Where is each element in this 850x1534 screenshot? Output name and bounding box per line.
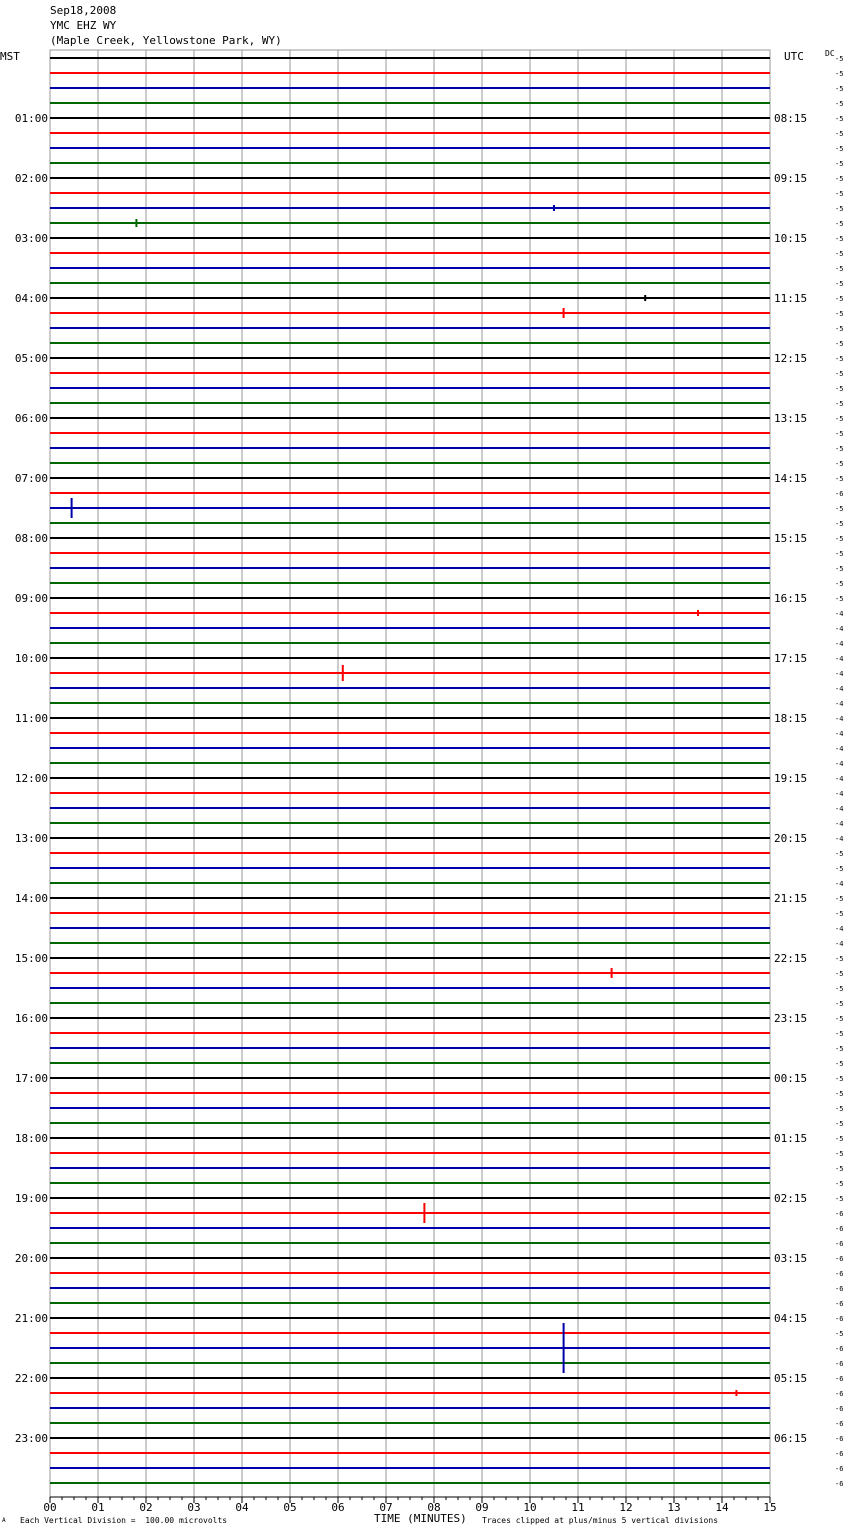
x-axis-title: TIME (MINUTES) (374, 1512, 467, 1525)
dc-offset-label: -6 (835, 1390, 844, 1398)
x-tick-label: 12 (619, 1501, 633, 1514)
x-tick-label: 02 (139, 1501, 153, 1514)
x-tick-label: 14 (715, 1501, 729, 1514)
utc-hour-label: 14:15 (774, 472, 808, 485)
x-tick-label: 08 (427, 1501, 441, 1514)
mst-hour-label: 14:00 (14, 892, 48, 905)
dc-offset-label: -5 (835, 445, 844, 453)
mst-hour-label: 08:00 (14, 532, 48, 545)
dc-offset-label: -5 (835, 1045, 844, 1053)
utc-hour-label: 16:15 (774, 592, 808, 605)
dc-offset-label: -5 (835, 1330, 844, 1338)
mst-hour-label: 20:00 (14, 1252, 48, 1265)
dc-offset-label: -4 (835, 640, 844, 648)
dc-offset-label: -5 (835, 265, 844, 273)
mst-hour-label: 05:00 (14, 352, 48, 365)
dc-offset-label: -5 (835, 460, 844, 468)
utc-hour-label: 23:15 (774, 1012, 808, 1025)
dc-offset-label: -4 (835, 925, 844, 933)
dc-offset-label: -6 (835, 490, 844, 498)
dc-offset-label: -5 (835, 580, 844, 588)
mst-hour-label: 11:00 (14, 712, 48, 725)
dc-offset-label: -5 (835, 505, 844, 513)
dc-offset-label: -6 (835, 1315, 844, 1323)
dc-offset-label: -5 (835, 115, 844, 123)
x-tick-label: 10 (523, 1501, 537, 1514)
mst-hour-label: 23:00 (14, 1432, 48, 1445)
x-tick-label: 06 (331, 1501, 345, 1514)
mst-hour-label: 17:00 (14, 1072, 48, 1085)
dc-offset-title: DC (825, 49, 835, 58)
x-tick-label: 05 (283, 1501, 297, 1514)
mst-hour-label: 13:00 (14, 832, 48, 845)
dc-offset-label: -5 (835, 370, 844, 378)
dc-offset-label: -6 (835, 1375, 844, 1383)
dc-offset-label: -5 (835, 85, 844, 93)
dc-offset-label: -5 (835, 235, 844, 243)
dc-offset-label: -5 (835, 1135, 844, 1143)
dc-offset-label: -5 (835, 595, 844, 603)
dc-offset-label: -5 (835, 55, 844, 63)
x-tick-label: 15 (763, 1501, 777, 1514)
dc-offset-label: -4 (835, 760, 844, 768)
mst-hour-label: 09:00 (14, 592, 48, 605)
dc-offset-label: -4 (835, 685, 844, 693)
dc-offset-label: -4 (835, 655, 844, 663)
dc-offset-label: -5 (835, 475, 844, 483)
utc-hour-label: 02:15 (774, 1192, 808, 1205)
mst-hour-label: 22:00 (14, 1372, 48, 1385)
plot-date: Sep18,2008 (50, 4, 117, 17)
utc-hour-label: 13:15 (774, 412, 808, 425)
dc-offset-label: -6 (835, 1405, 844, 1413)
dc-offset-label: -6 (835, 1300, 844, 1308)
mst-hour-label: 04:00 (14, 292, 48, 305)
mst-hour-label: 02:00 (14, 172, 48, 185)
utc-hour-label: 01:15 (774, 1132, 808, 1145)
utc-hour-label: 17:15 (774, 652, 808, 665)
dc-offset-label: -5 (835, 385, 844, 393)
dc-offset-label: -5 (835, 520, 844, 528)
dc-offset-label: -5 (835, 985, 844, 993)
station-code: YMC EHZ WY (50, 19, 117, 32)
mst-hour-label: 12:00 (14, 772, 48, 785)
utc-hour-label: 08:15 (774, 112, 808, 125)
corner-mark: A (2, 1517, 6, 1524)
dc-offset-label: -5 (835, 955, 844, 963)
dc-offset-label: -5 (835, 100, 844, 108)
dc-offset-label: -4 (835, 820, 844, 828)
dc-offset-label: -4 (835, 670, 844, 678)
mst-hour-labels (15, 112, 48, 1445)
mst-hour-label: 15:00 (14, 952, 48, 965)
dc-offset-label: -5 (835, 1060, 844, 1068)
dc-offset-label: -4 (835, 880, 844, 888)
dc-offset-label: -6 (835, 1465, 844, 1473)
dc-offset-label: -6 (835, 1270, 844, 1278)
dc-offset-label: -5 (835, 280, 844, 288)
utc-hour-label: 20:15 (774, 832, 808, 845)
dc-offset-label: -5 (835, 1090, 844, 1098)
dc-offset-label: -5 (835, 340, 844, 348)
dc-offset-labels (835, 55, 843, 1488)
dc-offset-label: -5 (835, 850, 844, 858)
scale-note: Each Vertical Division = 100.00 microvolts (20, 1516, 228, 1525)
trace-lines (50, 58, 770, 1483)
dc-offset-label: -4 (835, 805, 844, 813)
dc-offset-label: -5 (835, 1000, 844, 1008)
dc-offset-label: -4 (835, 730, 844, 738)
dc-offset-label: -6 (835, 1225, 844, 1233)
clip-note: Traces clipped at plus/minus 5 vertical divisions (482, 1516, 719, 1525)
mst-hour-label: 10:00 (14, 652, 48, 665)
dc-offset-label: -5 (835, 70, 844, 78)
dc-offset-label: -4 (835, 790, 844, 798)
dc-offset-label: -5 (835, 1030, 844, 1038)
dc-offset-label: -5 (835, 1165, 844, 1173)
utc-hour-label: 10:15 (774, 232, 808, 245)
mst-hour-label: 07:00 (14, 472, 48, 485)
dc-offset-label: -5 (835, 910, 844, 918)
dc-offset-label: -6 (835, 1435, 844, 1443)
dc-offset-label: -6 (835, 1240, 844, 1248)
station-location: (Maple Creek, Yellowstone Park, WY) (50, 34, 282, 47)
dc-offset-label: -4 (835, 700, 844, 708)
dc-offset-label: -5 (835, 175, 844, 183)
dc-offset-label: -5 (835, 205, 844, 213)
utc-hour-label: 15:15 (774, 532, 808, 545)
dc-offset-label: -6 (835, 1345, 844, 1353)
utc-hour-label: 00:15 (774, 1072, 808, 1085)
dc-offset-label: -5 (835, 130, 844, 138)
dc-offset-label: -4 (835, 745, 844, 753)
dc-offset-label: -5 (835, 325, 844, 333)
mst-hour-label: 03:00 (14, 232, 48, 245)
dc-offset-label: -5 (835, 310, 844, 318)
x-tick-label: 03 (187, 1501, 201, 1514)
dc-offset-label: -5 (835, 160, 844, 168)
dc-offset-label: -5 (835, 400, 844, 408)
utc-hour-label: 12:15 (774, 352, 808, 365)
utc-hour-label: 03:15 (774, 1252, 808, 1265)
dc-offset-label: -4 (835, 610, 844, 618)
mst-hour-label: 06:00 (14, 412, 48, 425)
dc-offset-label: -6 (835, 1420, 844, 1428)
utc-hour-label: 05:15 (774, 1372, 808, 1385)
dc-offset-label: -5 (835, 535, 844, 543)
utc-hour-label: 11:15 (774, 292, 808, 305)
utc-hour-label: 22:15 (774, 952, 808, 965)
mst-hour-label: 21:00 (14, 1312, 48, 1325)
dc-offset-label: -5 (835, 1105, 844, 1113)
utc-hour-label: 04:15 (774, 1312, 808, 1325)
dc-offset-label: -4 (835, 715, 844, 723)
event-marks (72, 205, 737, 1396)
left-axis-title: MST (0, 50, 20, 63)
dc-offset-label: -5 (835, 1180, 844, 1188)
dc-offset-label: -5 (835, 1015, 844, 1023)
dc-offset-label: -5 (835, 550, 844, 558)
utc-hour-label: 06:15 (774, 1432, 808, 1445)
utc-hour-labels (774, 112, 807, 1445)
utc-hour-label: 19:15 (774, 772, 808, 785)
right-axis-title: UTC (784, 50, 804, 63)
dc-offset-label: -5 (835, 430, 844, 438)
x-tick-label: 11 (571, 1501, 585, 1514)
dc-offset-label: -6 (835, 1210, 844, 1218)
dc-offset-label: -6 (835, 1285, 844, 1293)
dc-offset-label: -4 (835, 625, 844, 633)
mst-hour-label: 18:00 (14, 1132, 48, 1145)
dc-offset-label: -5 (835, 250, 844, 258)
dc-offset-label: -5 (835, 1150, 844, 1158)
x-tick-label: 07 (379, 1501, 393, 1514)
x-tick-label: 00 (43, 1501, 57, 1514)
mst-hour-label: 19:00 (14, 1192, 48, 1205)
mst-hour-label: 16:00 (14, 1012, 48, 1025)
dc-offset-label: -6 (835, 1255, 844, 1263)
dc-offset-label: -5 (835, 220, 844, 228)
utc-hour-label: 09:15 (774, 172, 808, 185)
dc-offset-label: -5 (835, 145, 844, 153)
dc-offset-label: -5 (835, 355, 844, 363)
dc-offset-label: -5 (835, 1075, 844, 1083)
dc-offset-label: -4 (835, 835, 844, 843)
dc-offset-label: -5 (835, 895, 844, 903)
dc-offset-label: -4 (835, 940, 844, 948)
x-tick-label: 01 (91, 1501, 105, 1514)
dc-offset-label: -6 (835, 1360, 844, 1368)
dc-offset-label: -5 (835, 415, 844, 423)
dc-offset-label: -5 (835, 295, 844, 303)
dc-offset-label: -6 (835, 1480, 844, 1488)
utc-hour-label: 18:15 (774, 712, 808, 725)
dc-offset-label: -5 (835, 970, 844, 978)
x-tick-label: 09 (475, 1501, 489, 1514)
utc-hour-label: 21:15 (774, 892, 808, 905)
x-tick-label: 13 (667, 1501, 681, 1514)
x-tick-label: 04 (235, 1501, 249, 1514)
dc-offset-label: -5 (835, 565, 844, 573)
mst-hour-label: 01:00 (14, 112, 48, 125)
dc-offset-label: -5 (835, 1120, 844, 1128)
dc-offset-label: -5 (835, 865, 844, 873)
dc-offset-label: -5 (835, 190, 844, 198)
dc-offset-label: -6 (835, 1450, 844, 1458)
dc-offset-label: -5 (835, 1195, 844, 1203)
dc-offset-label: -4 (835, 775, 844, 783)
